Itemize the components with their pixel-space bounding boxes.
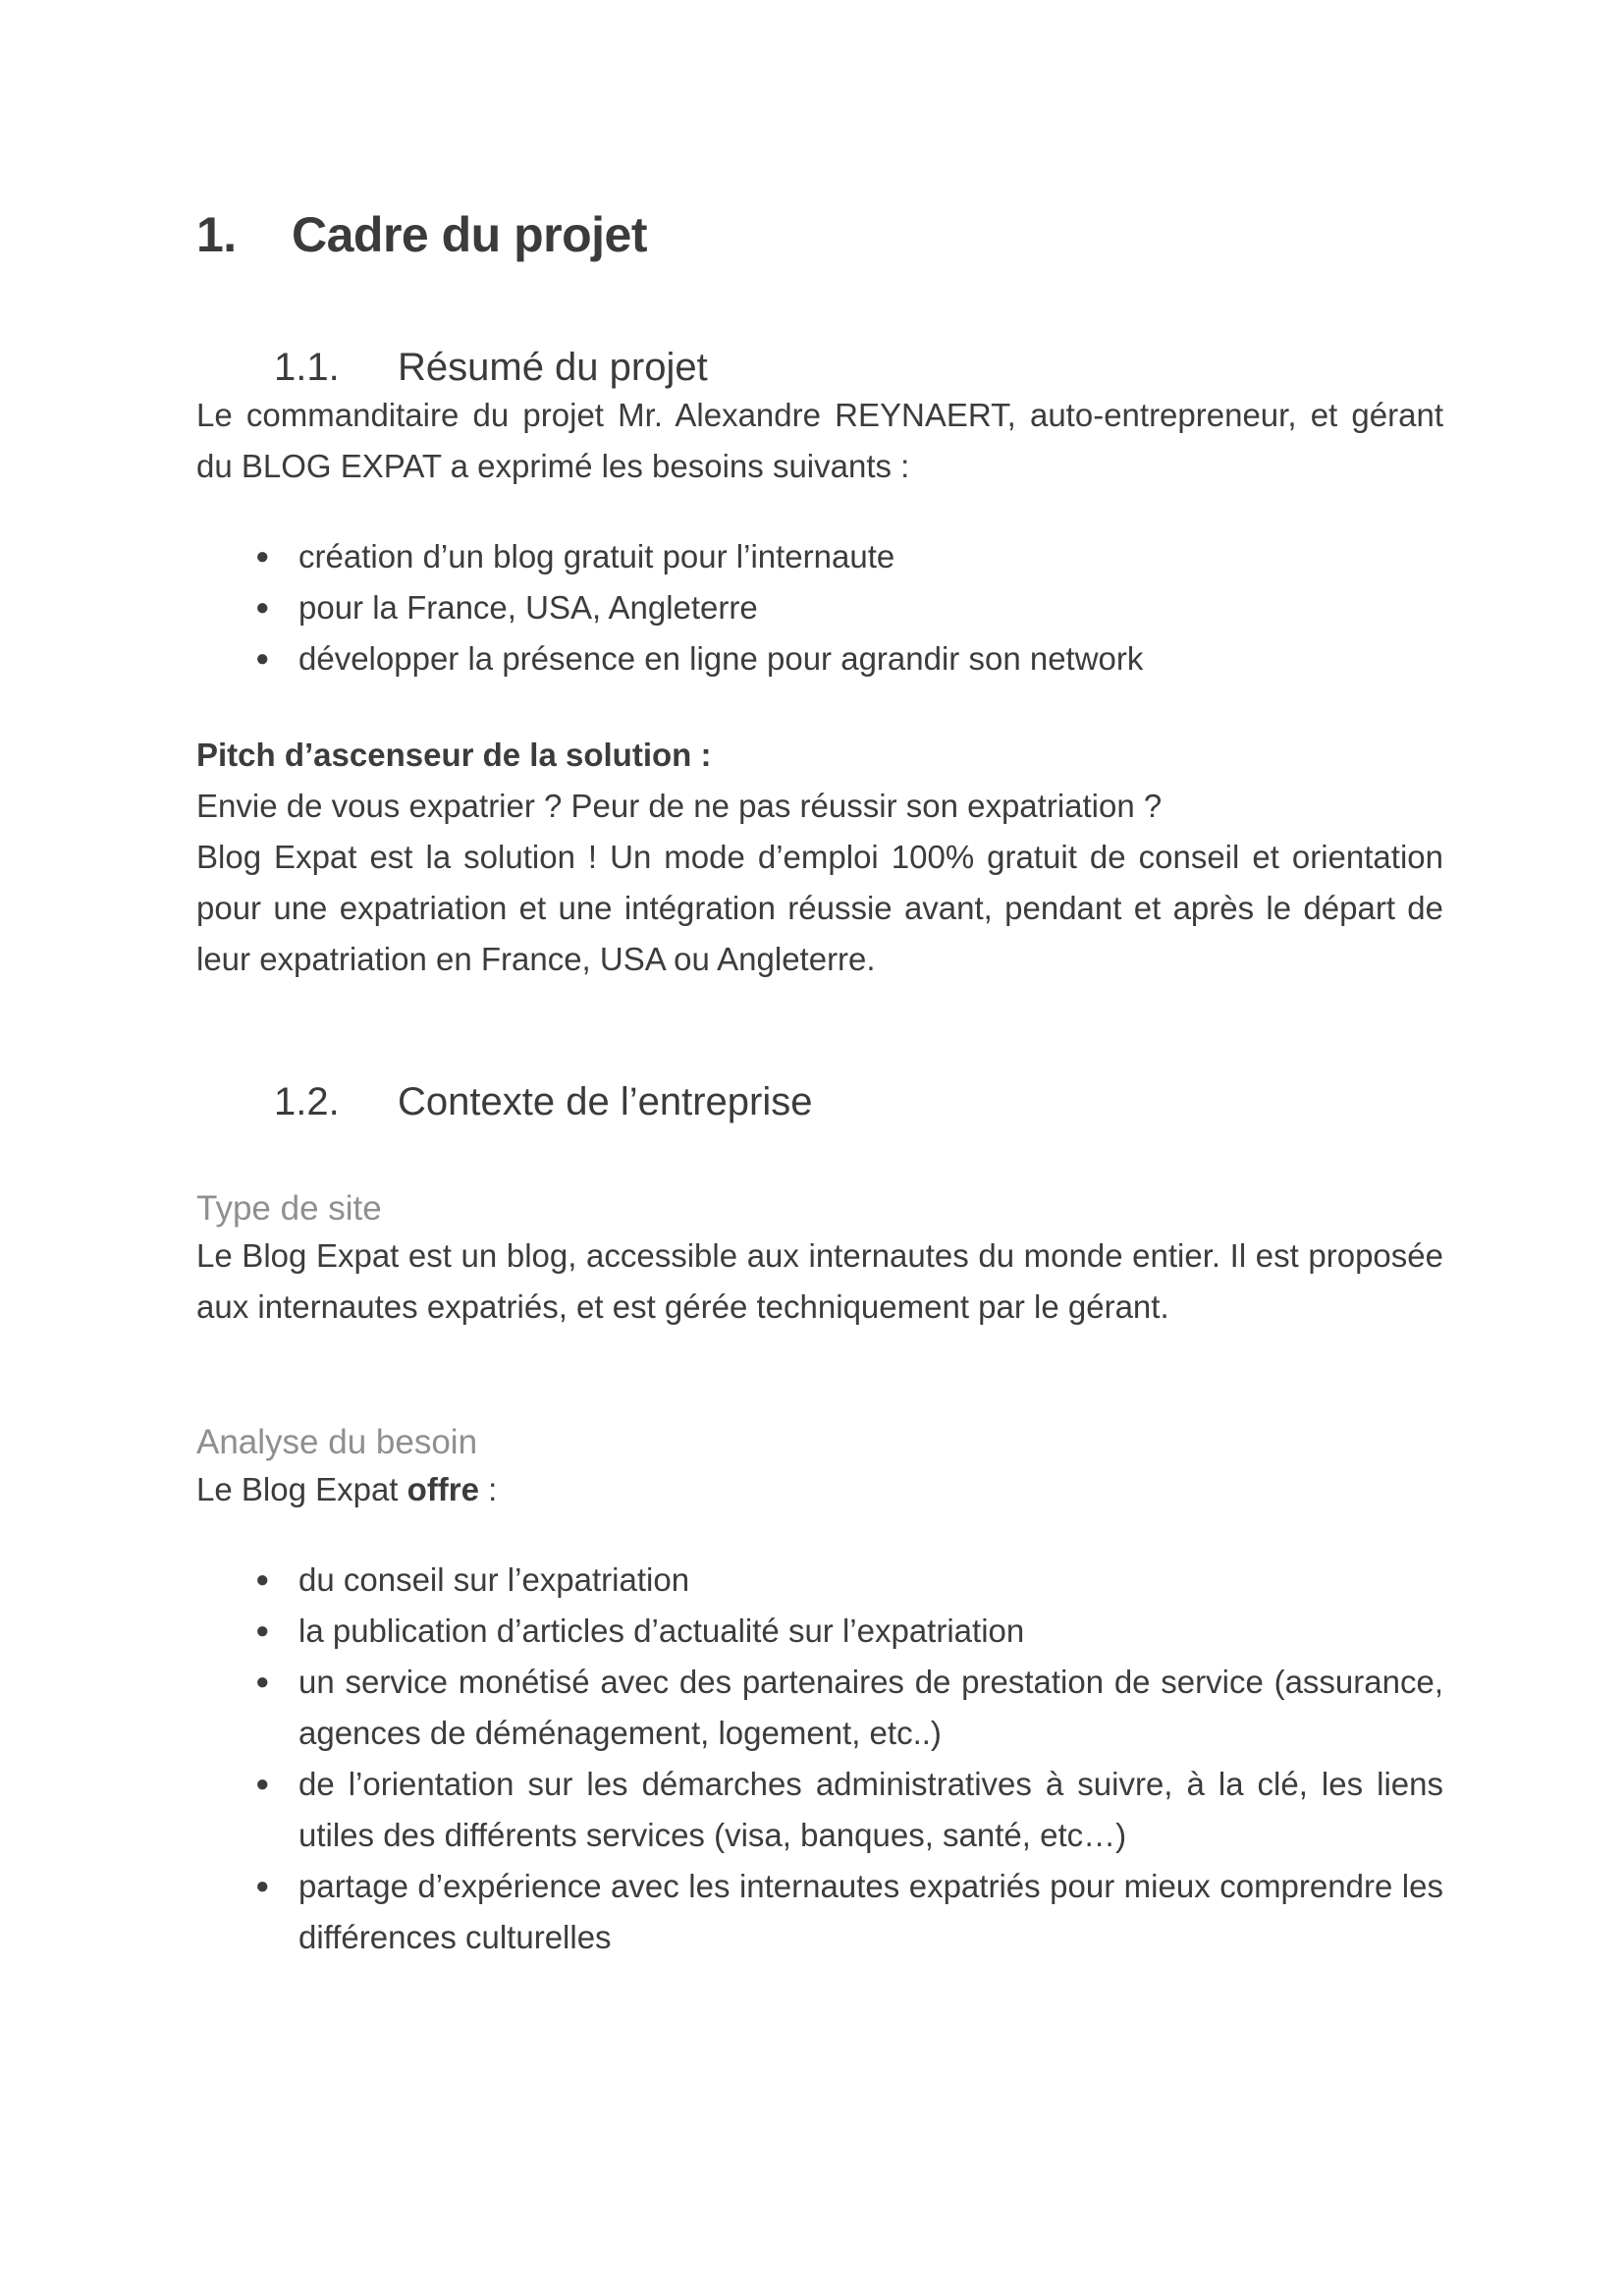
list-item-text: du conseil sur l’expatriation (298, 1561, 690, 1598)
list-item-text: développer la présence en ligne pour agrandir son network (298, 640, 1144, 677)
list-item-text: un service monétisé avec des partenaires de prestation de service (assurance, agences de déménagement, logement, etc..) (298, 1664, 1443, 1751)
pitch-body-paragraph: Blog Expat est la solution ! Un mode d’emploi 100% gratuit de conseil et orientation pour une expatriation et une intégration réussie avant, pendant et après le départ de leur expatriation en France, USA ou Angleterre. (196, 839, 1443, 977)
bullet-icon: ● (255, 1771, 270, 1797)
list-item (196, 1759, 1443, 1861)
list-item-text: pour la France, USA, Angleterre (298, 589, 758, 626)
heading1-title: Cadre du projet (292, 207, 647, 262)
document-content (196, 208, 1443, 1963)
type-de-site-label: Type de site (196, 1189, 382, 1228)
bullet-icon: ● (255, 1873, 270, 1899)
type-de-site-paragraph: Le Blog Expat est un blog, accessible aux internautes du monde entier. Il est proposée aux internautes expatriés, et est gérée techniquement par le gérant. (196, 1237, 1443, 1325)
list-item (196, 1657, 1443, 1759)
heading-1-1-number: 1.1. (274, 346, 340, 389)
bullet-icon: ● (255, 1566, 270, 1593)
heading-contexte-entreprise (274, 1079, 1443, 1124)
offre-bold-word: offre (406, 1471, 479, 1507)
analyse-du-besoin-label: Analyse du besoin (196, 1423, 478, 1461)
list-item (196, 1861, 1443, 1963)
list-item-text: de l’orientation sur les démarches administratives à suivre, à la clé, les liens utiles des différents services (visa, banques, santé, etc…) (298, 1766, 1443, 1853)
list-item (196, 531, 1443, 582)
heading-cadre-du-projet (196, 208, 1443, 261)
pitch-label: Pitch d’ascenseur de la solution : (196, 737, 712, 773)
bullet-icon: ● (255, 543, 270, 570)
heading1-number: 1. (196, 207, 237, 262)
bullet-icon: ● (255, 645, 270, 672)
list-item (196, 582, 1443, 633)
bullet-icon: ● (255, 594, 270, 621)
list-item-text: partage d’expérience avec les internautes expatriés pour mieux comprendre les différences culturelles (298, 1868, 1443, 1955)
list-item (196, 633, 1443, 684)
offre-suffix: : (479, 1471, 498, 1507)
offre-prefix: Le Blog Expat (196, 1471, 407, 1507)
heading-1-1-title: Résumé du projet (398, 346, 708, 389)
bullet-icon: ● (255, 1668, 270, 1695)
list-item (196, 1606, 1443, 1657)
list-item (196, 1555, 1443, 1606)
heading-resume-du-projet (274, 345, 1443, 390)
heading-1-2-number: 1.2. (274, 1080, 340, 1123)
pitch-line1: Envie de vous expatrier ? Peur de ne pas réussir son expatriation ? (196, 788, 1163, 824)
list-item-text: création d’un blog gratuit pour l’internaute (298, 538, 895, 574)
besoins-list (196, 531, 1443, 684)
offre-list (196, 1555, 1443, 1963)
offre-line (196, 1464, 1443, 1515)
list-item-text: la publication d’articles d’actualité sur l’expatriation (298, 1613, 1025, 1649)
resume-intro-paragraph: Le commanditaire du projet Mr. Alexandre REYNAERT, auto-entrepreneur, et gérant du BLOG EXPAT a exprimé les besoins suivants : (196, 397, 1443, 484)
heading-1-2-title: Contexte de l’entreprise (398, 1080, 813, 1123)
pitch-block (196, 730, 1443, 985)
bullet-icon: ● (255, 1617, 270, 1644)
